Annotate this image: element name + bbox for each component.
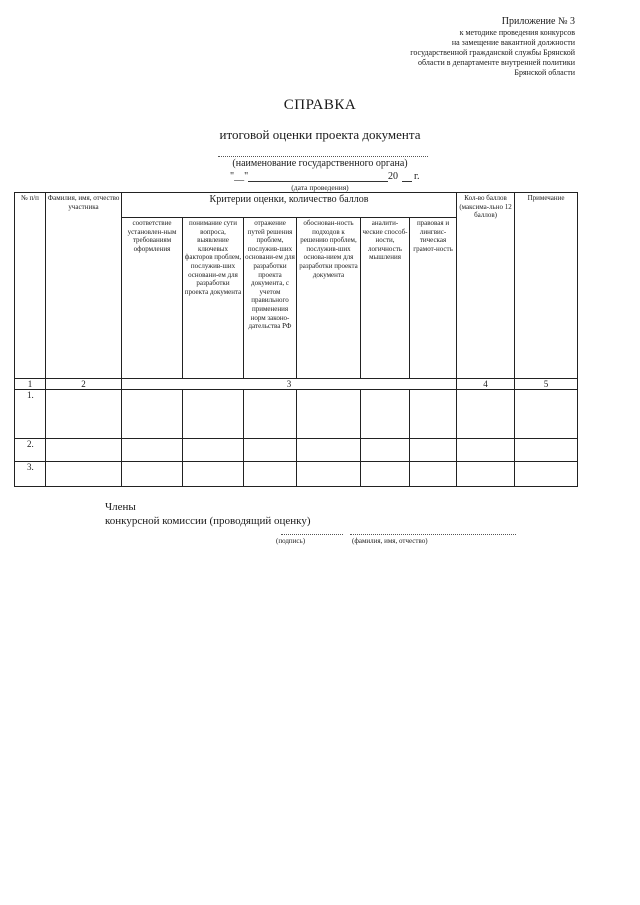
table-cell [46,390,122,439]
appendix-line: к методике проведения конкурсов [459,28,575,37]
date-underline [248,181,388,182]
table-cell [183,462,244,487]
column-number: 3 [122,379,457,390]
appendix-title: Приложение № 3 [501,16,575,27]
header-number: № п/п [15,193,46,379]
date-label: (дата проведения) [291,183,349,192]
assessment-table [14,192,578,487]
table-cell [361,390,410,439]
criterion-header: отражение путей решения проблем, послужив-ших основани-ем для разработки проекта документа, с учетом правильного применения норм законо-дательства РФ [244,218,297,379]
column-number: 5 [515,379,578,390]
table-cell [515,439,578,462]
table-cell [297,439,361,462]
table-cell [457,390,515,439]
date-quotes: "__" [230,171,249,182]
row-number: 2. [15,439,46,462]
column-number: 4 [457,379,515,390]
table-cell [515,462,578,487]
table-cell [410,439,457,462]
appendix-block [410,16,575,78]
table-cell [46,462,122,487]
table-cell [457,439,515,462]
table-cell [410,390,457,439]
full-name-line [350,534,516,535]
criterion-header: понимание сути вопроса, выявление ключевых факторов проблем, послужив-ших основани-ем для разработки проекта документа [183,218,244,379]
header-name: Фамилия, имя, отчество участника [46,193,122,379]
appendix-line: государственной гражданской службы Брянской [410,48,575,57]
table-cell [122,439,183,462]
table-cell [183,390,244,439]
column-number: 1 [15,379,46,390]
year-underline [402,181,412,182]
header-note: Примечание [515,193,578,379]
criterion-header: соответствие установлен-ным требованиям оформления [122,218,183,379]
criterion-header: аналити-ческие способ-ности, логичность мышления [361,218,410,379]
date-year: 20 [388,171,398,182]
table-cell [122,390,183,439]
row-number: 1. [15,390,46,439]
table-cell [515,390,578,439]
criterion-header: обоснован-ность подходов к решению проблем, послужив-ших основа-нием для разработки проекта документа [297,218,361,379]
table-cell [361,462,410,487]
full-name-label: (фамилия, имя, отчество) [352,537,428,545]
table-cell [244,390,297,439]
org-label: (наименование государственного органа) [232,158,408,169]
table-cell [122,462,183,487]
document-title: СПРАВКА [283,97,357,113]
table-cell [410,462,457,487]
signature-line [281,534,343,535]
table-cell [457,462,515,487]
table-cell [244,462,297,487]
table-cell [46,439,122,462]
document-subtitle: итоговой оценки проекта документа [219,127,421,142]
table-row [15,439,578,462]
members-line: конкурсной комиссии (проводящий оценку) [105,515,311,527]
table-cell [297,462,361,487]
table-row [15,390,578,439]
appendix-line: области в департаменте внутренней политики [418,58,575,67]
header-score: Кол-во баллов (максима-льно 12 баллов) [457,193,515,379]
table-cell [244,439,297,462]
date-suffix: г. [414,171,420,182]
row-number: 3. [15,462,46,487]
criterion-header: правовая и лингвис-тическая грамот-ность [410,218,457,379]
commission-members [105,500,311,528]
org-name-line [218,156,428,157]
table-cell [361,439,410,462]
table-cell [183,439,244,462]
appendix-line: на замещение вакантной должности [451,38,575,47]
table-row [15,462,578,487]
table-cell [297,390,361,439]
column-number: 2 [46,379,122,390]
appendix-line: Брянской области [514,68,575,77]
signature-label: (подпись) [276,537,306,545]
members-line: Члены [105,501,136,513]
header-criteria: Критерии оценки, количество баллов [122,193,457,218]
